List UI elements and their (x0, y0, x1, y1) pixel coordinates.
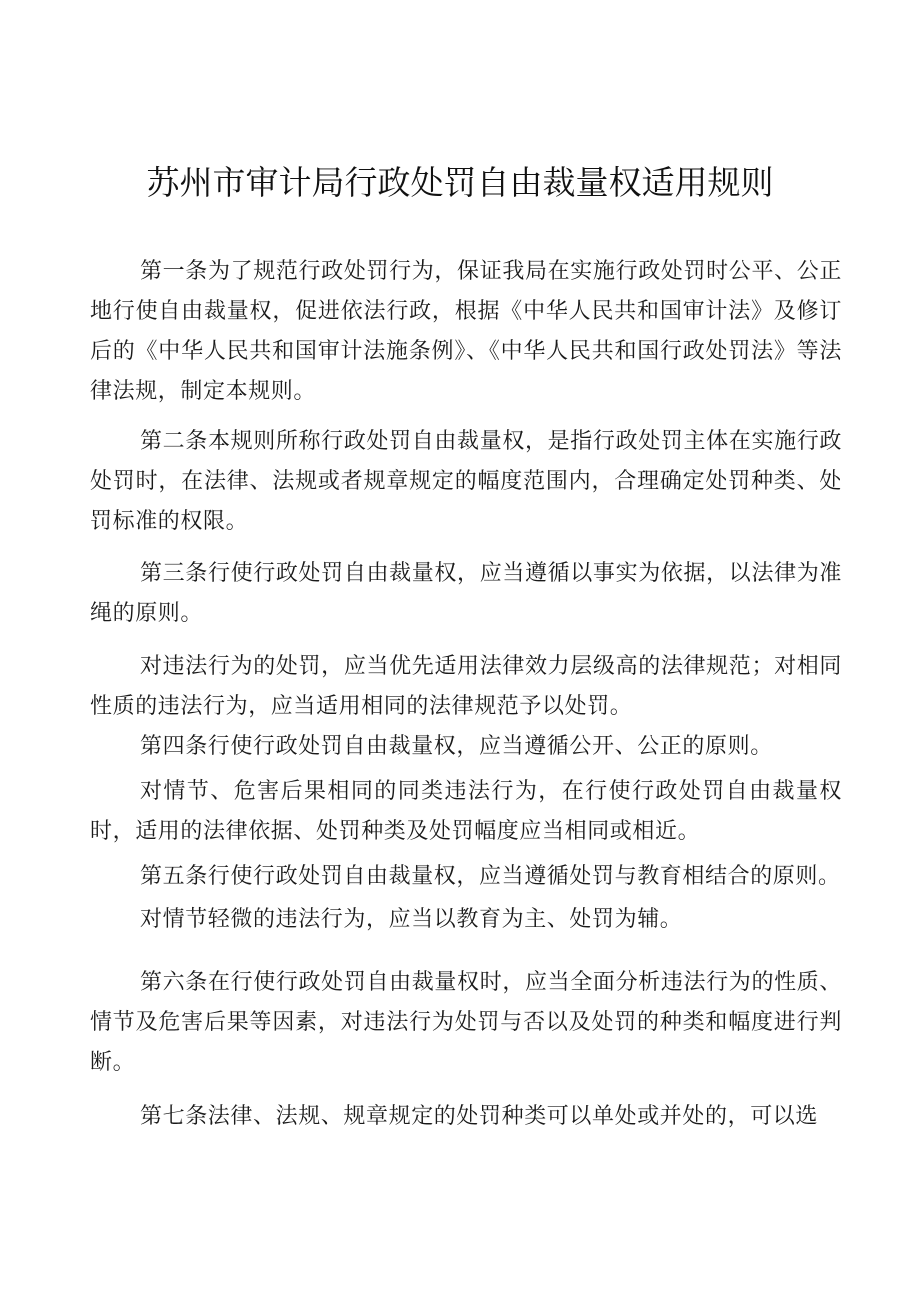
paragraph-text: 对情节轻微的违法行为，应当以教育为主、处罚为辅。 (140, 907, 683, 932)
paragraph-text: 对情节、危害后果相同的同类违法行为，在行使行政处罚自由裁量权时，适用的法律依据、处罚种类及处罚幅度应当相同或相近。 (90, 779, 842, 844)
article-5-detail-paragraph (90, 900, 842, 940)
paragraph-text: 第五条行使行政处罚自由裁量权，应当遵循处罚与教育相结合的原则。 (140, 864, 841, 889)
paragraph-text: 第七条法律、法规、规章规定的处罚种类可以单处或并处的，可以选 (140, 1104, 819, 1129)
article-2-paragraph (90, 422, 842, 542)
article-3-paragraph (90, 554, 842, 634)
paragraph-text: 第二条本规则所称行政处罚自由裁量权，是指行政处罚主体在实施行政处罚时，在法律、法规或者规章规定的幅度范围内，合理确定处罚种类、处罚标准的权限。 (90, 429, 842, 534)
paragraph-text: 对违法行为的处罚，应当优先适用法律效力层级高的法律规范；对相同性质的违法行为，应当适用相同的法律规范予以处罚。 (90, 654, 842, 719)
article-4-paragraph (90, 727, 842, 767)
article-7-paragraph (90, 1097, 842, 1137)
article-6-paragraph (90, 963, 842, 1083)
paragraph-text: 第四条行使行政处罚自由裁量权，应当遵循公开、公正的原则。 (140, 734, 773, 759)
article-3-detail-paragraph (90, 647, 842, 727)
paragraph-text: 第六条在行使行政处罚自由裁量权时，应当全面分析违法行为的性质、情节及危害后果等因素，对违法行为处罚与否以及处罚的种类和幅度进行判断。 (90, 970, 842, 1075)
paragraph-text: 第三条行使行政处罚自由裁量权，应当遵循以事实为依据，以法律为准绳的原则。 (90, 561, 842, 626)
article-4-detail-paragraph (90, 772, 842, 852)
paragraph-text: 第一条为了规范行政处罚行为，保证我局在实施行政处罚时公平、公正地行使自由裁量权，促进依法行政，根据《中华人民共和国审计法》及修订后的《中华人民共和国审计法施条例》、《中华人民共和国行政处罚法》等法律法规，制定本规则。 (90, 259, 842, 404)
article-1-paragraph (90, 252, 842, 412)
page-title: 苏州市审计局行政处罚自由裁量权适用规则 (146, 163, 774, 202)
article-5-paragraph (90, 857, 842, 897)
